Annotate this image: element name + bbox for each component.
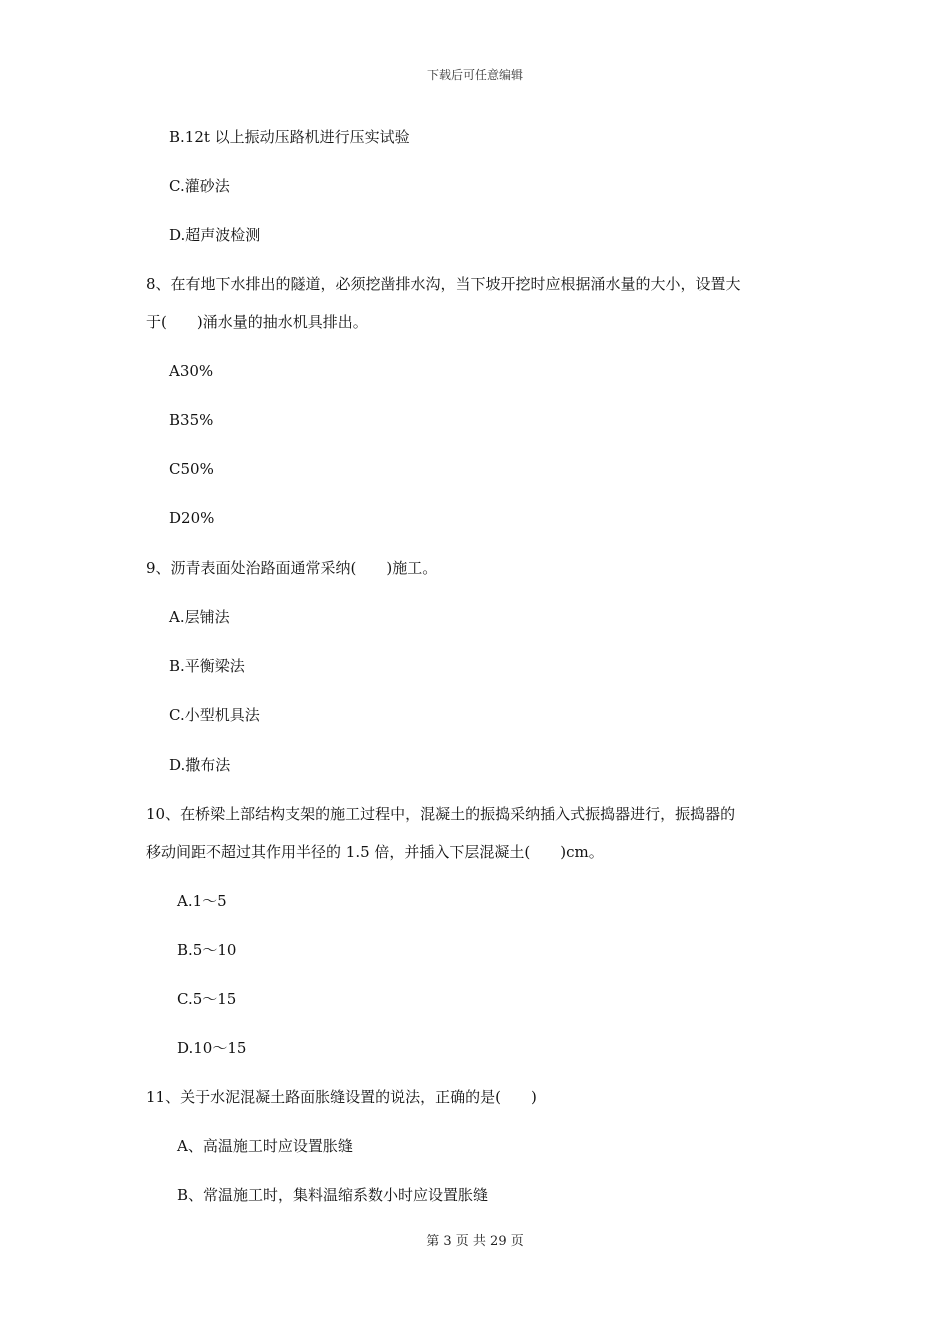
question-9-stem: 9、沥青表面处治路面通常采纳( )施工。 [146,559,438,577]
question-9-option-d: D.撒布法 [169,756,231,774]
question-11-stem: 11、关于水泥混凝土路面胀缝设置的说法，正确的是( ) [146,1088,537,1106]
option-b-prev: B.12t 以上振动压路机进行压实试验 [169,128,410,146]
question-8-stem-line-1: 8、在有地下水排出的隧道，必须挖凿排水沟，当下坡开挖时应根据涌水量的大小，设置大 [146,275,741,293]
question-10-option-d: D.10～15 [177,1039,247,1057]
question-9-option-a: A.层铺法 [169,608,230,626]
question-10-option-c: C.5～15 [177,990,237,1008]
option-d-prev: D.超声波检测 [169,226,261,244]
question-11-option-a: A、高温施工时应设置胀缝 [177,1137,353,1155]
question-10-stem-line-1: 10、在桥梁上部结构支架的施工过程中，混凝土的振捣采纳插入式振捣器进行，振捣器的 [146,805,736,823]
question-9-option-c: C.小型机具法 [169,706,260,724]
question-11-option-b: B、常温施工时，集料温缩系数小时应设置胀缝 [177,1186,489,1204]
question-10-option-a: A.1～5 [177,892,227,910]
question-8-option-b: B35% [169,411,214,429]
page-header: 下载后可任意编辑 [426,68,523,82]
question-8-option-c: C50% [169,460,214,478]
question-8-option-d: D20% [169,509,215,527]
question-8-option-a: A30% [169,362,214,380]
question-8-stem-line-2: 于( )涌水量的抽水机具排出。 [146,313,368,331]
question-9-option-b: B.平衡梁法 [169,657,245,675]
question-10-stem-line-2: 移动间距不超过其作用半径的 1.5 倍，并插入下层混凝土( )cm。 [146,843,604,861]
option-c-prev: C.灌砂法 [169,177,230,195]
question-10-option-b: B.5～10 [177,941,237,959]
page-footer: 第 3 页 共 29 页 [426,1234,524,1249]
